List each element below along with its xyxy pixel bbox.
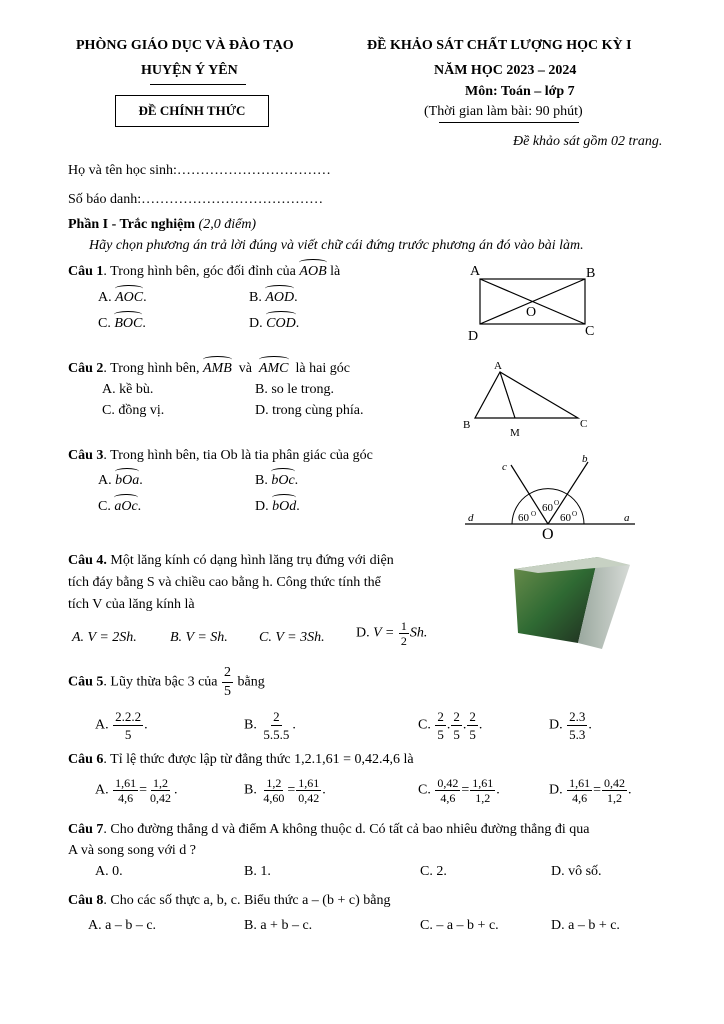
part1-heading: Phần I - Trắc nghiệm (2,0 điểm) xyxy=(68,217,257,232)
q6-option-a: A. $\frac{1,61}{4,6}$ = $\frac{1,2}{0,42}$ . xyxy=(95,776,178,805)
q3-degree-middle: O xyxy=(554,499,560,507)
q5-option-b: B. $\frac{2}{5.5.5}$ . xyxy=(244,709,296,742)
q3-option-b: B. bOc. xyxy=(255,473,299,488)
student-name-line: Họ và tên học sinh:…………………………… xyxy=(68,163,331,178)
q6-option-b: B. $\frac{1,2}{4,60}$ = $\frac{1,61}{0,42}$ . xyxy=(244,776,326,805)
q2-fig-label-a: A xyxy=(494,360,502,372)
q5-option-d: D. $\frac{2.3}{5.3}$ . xyxy=(549,709,592,742)
q3-fig-label-o: O xyxy=(542,526,554,543)
header-underline-left xyxy=(150,84,246,85)
question-8: Câu 8. Cho các số thực a, b, c. Biểu thức a – (b + c) bằng xyxy=(68,893,391,908)
question-7-line2: A và song song với d ? xyxy=(68,843,196,858)
q1-fig-label-a: A xyxy=(470,264,481,279)
school-year: NĂM HỌC 2023 – 2024 xyxy=(434,63,577,78)
q3-angle-left: 60 xyxy=(518,512,529,524)
question-5: Câu 5. Lũy thừa bậc 3 của $\frac{2}{5}$ bằng xyxy=(68,665,265,699)
q7-option-b: B. 1. xyxy=(244,864,271,879)
q8-option-c: C. – a – b + c. xyxy=(420,918,499,933)
q1-fig-label-c: C xyxy=(585,324,595,339)
question-3: Câu 3. Trong hình bên, tia Ob là tia phân giác của góc xyxy=(68,448,373,463)
q4-option-b: B. V = Sh. xyxy=(170,630,228,645)
prism-photo xyxy=(508,553,638,653)
q1-fig-label-d: D xyxy=(468,329,479,344)
question-7-line1: Câu 7. Cho đường thẳng d và điểm A không thuộc d. Có tất cả bao nhiêu đường thẳng đi qua xyxy=(68,822,590,837)
question-6: Câu 6. Tỉ lệ thức được lập từ đẳng thức 1,2.1,61 = 0,42.4,6 là xyxy=(68,752,414,767)
exam-title: ĐỀ KHẢO SÁT CHẤT LƯỢNG HỌC KỲ I xyxy=(367,38,632,53)
q3-fig-label-d: d xyxy=(468,512,474,524)
q2-option-d: D. trong cùng phía. xyxy=(255,403,364,418)
q1-fig-label-b: B xyxy=(586,266,596,281)
q6-option-c: C. $\frac{0,42}{4,6}$ = $\frac{1,61}{1,2}$ . xyxy=(418,776,500,805)
q8-option-d: D. a – b + c. xyxy=(551,918,620,933)
q2-option-c: C. đồng vị. xyxy=(102,403,165,418)
q1-fig-label-o: O xyxy=(526,305,537,320)
part1-instruction: Hãy chọn phương án trả lời đúng và viết chữ cái đứng trước phương án đó vào bài làm. xyxy=(89,238,584,253)
q4-option-d: D. V = $\frac{1}{2}$ Sh. xyxy=(356,619,428,648)
q3-option-a: A. bOa. xyxy=(98,473,143,488)
q4-option-a: A. V = 2Sh. xyxy=(72,630,137,645)
question-1: Câu 1. Trong hình bên, góc đối đỉnh của AOB là xyxy=(68,264,341,279)
q2-triangle-figure xyxy=(460,358,610,443)
student-id-line: Số báo danh:………………………………… xyxy=(68,192,324,207)
q3-fig-label-a: a xyxy=(624,512,630,524)
q1-option-c: C. BOC. xyxy=(98,316,146,331)
q8-option-a: A. a – b – c. xyxy=(88,918,157,933)
pages-note: Đề khảo sát gồm 02 trang. xyxy=(513,134,663,149)
question-4-line3: tích V của lăng kính là xyxy=(68,597,195,612)
question-2: Câu 2. Trong hình bên, AMB và AMC là hai góc xyxy=(68,361,350,376)
q7-option-c: C. 2. xyxy=(420,864,447,879)
q4-option-c: C. V = 3Sh. xyxy=(259,630,325,645)
district-name: HUYỆN Ý YÊN xyxy=(141,63,238,78)
q3-option-d: D. bOd. xyxy=(255,499,300,514)
department-name: PHÒNG GIÁO DỤC VÀ ĐÀO TẠO xyxy=(76,38,294,53)
q5-option-c: C. $\frac{2}{5}$ . $\frac{2}{5}$ . $\frac{2}{5}$ . xyxy=(418,709,483,742)
q3-angle-right: 60 xyxy=(560,512,571,524)
q3-fig-label-b: b xyxy=(582,453,588,465)
q3-fig-label-c: c xyxy=(502,461,507,473)
question-4-line1: Câu 4. Một lăng kính có dạng hình lăng trụ đứng với diện xyxy=(68,553,394,568)
header-underline-right xyxy=(439,122,579,123)
question-4-line2: tích đáy bằng S và chiều cao bằng h. Công thức tính thể xyxy=(68,575,381,590)
q7-option-a: A. 0. xyxy=(95,864,123,879)
q1-option-d: D. COD. xyxy=(249,316,300,331)
q8-option-b: B. a + b – c. xyxy=(244,918,313,933)
q3-degree-right: O xyxy=(572,510,578,518)
q3-rays-figure xyxy=(460,450,640,545)
q2-option-b: B. so le trong. xyxy=(255,382,334,397)
q1-option-a: A. AOC. xyxy=(98,290,147,305)
q2-fig-label-b: B xyxy=(463,419,471,431)
q3-option-c: C. aOc. xyxy=(98,499,142,514)
q2-fig-label-c: C xyxy=(580,418,588,430)
q1-option-b: B. AOD. xyxy=(249,290,298,305)
time-limit: (Thời gian làm bài: 90 phút) xyxy=(424,104,583,119)
q2-option-a: A. kề bù. xyxy=(102,382,154,397)
q3-angle-middle: 60 xyxy=(542,502,553,514)
q5-option-a: A. $\frac{2.2.2}{5}$ . xyxy=(95,709,148,742)
q1-rectangle-figure xyxy=(462,262,612,347)
q6-option-d: D. $\frac{1,61}{4,6}$ = $\frac{0,42}{1,2}$ . xyxy=(549,776,632,805)
q2-fig-label-m: M xyxy=(510,427,520,439)
q7-option-d: D. vô số. xyxy=(551,864,602,879)
q3-degree-left: O xyxy=(531,510,537,518)
subject: Môn: Toán – lớp 7 xyxy=(465,84,575,99)
official-exam-box: ĐỀ CHÍNH THỨC xyxy=(115,95,269,127)
